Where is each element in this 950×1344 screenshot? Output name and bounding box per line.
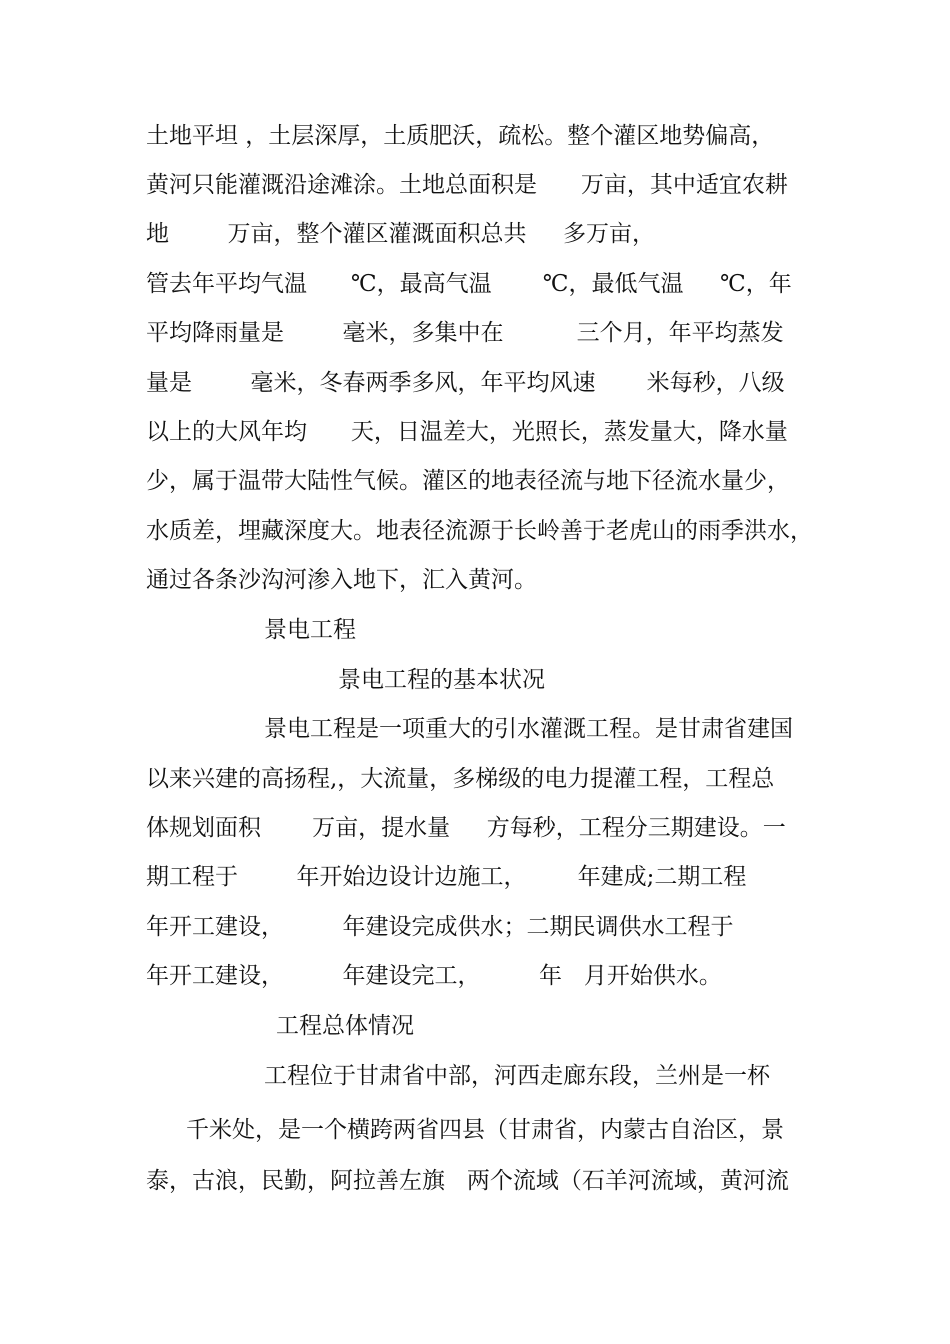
- section-heading: 景电工程: [264, 617, 356, 643]
- paragraph-line: 平均降雨量是 毫米，多集中在 三个月，年平均蒸发: [146, 320, 784, 346]
- paragraph-line: 体规划面积 万亩，提水量 方每秒，工程分三期建设。一: [146, 815, 786, 841]
- paragraph-line: 工程位于甘肃省中部，河西走廊东段，兰州是一杯: [264, 1063, 770, 1089]
- paragraph-line: 少，属于温带大陆性气候。灌区的地表径流与地下径流水量少，: [146, 468, 790, 494]
- paragraph-line: 管去年平均气温 ℃，最高气温 ℃，最低气温 ℃，年: [146, 271, 792, 297]
- paragraph-line: 地 万亩，整个灌区灌溉面积总共 多万亩，: [146, 221, 656, 247]
- paragraph-line: 景电工程是一项重大的引水灌溉工程。是甘肃省建国: [264, 716, 793, 742]
- paragraph-line: 期工程于 年开始边设计边施工， 年建成;二期工程: [146, 864, 747, 890]
- paragraph-line: 以上的大风年均 天，日温差大，光照长，蒸发量大，降水量: [146, 419, 788, 445]
- paragraph-line: 黄河只能灌溉沿途滩涂。土地总面积是 万亩，其中适宜农耕: [146, 172, 788, 198]
- paragraph-line: 水质差，埋藏深度大。地表径流源于长岭善于老虎山的雨季洪水，: [146, 518, 813, 544]
- paragraph-line: 泰，古浪，民勤，阿拉善左旗 两个流域（石羊河流域，黄河流: [146, 1168, 789, 1194]
- paragraph-line: 量是 毫米，冬春两季多风，年平均风速 米每秒，八级: [146, 370, 785, 396]
- paragraph-line: 土地平坦 ，土层深厚，土质肥沃，疏松。整个灌区地势偏高，: [146, 123, 775, 149]
- paragraph-line: 通过各条沙沟河渗入地下，汇入黄河。: [146, 567, 537, 593]
- paragraph-line: 以来兴建的高扬程,，大流量，多梯级的电力提灌工程，工程总: [146, 766, 775, 792]
- subsection-heading: 景电工程的基本状况: [338, 667, 545, 693]
- paragraph-line: 年开工建设， 年建设完成供水；二期民调供水工程于: [146, 914, 734, 940]
- subsection-heading: 工程总体情况: [276, 1013, 414, 1039]
- paragraph-line: 千米处，是一个横跨两省四县（甘肃省，内蒙古自治区，景: [186, 1117, 784, 1143]
- paragraph-line: 年开工建设， 年建设完工， 年 月开始供水。: [146, 963, 722, 989]
